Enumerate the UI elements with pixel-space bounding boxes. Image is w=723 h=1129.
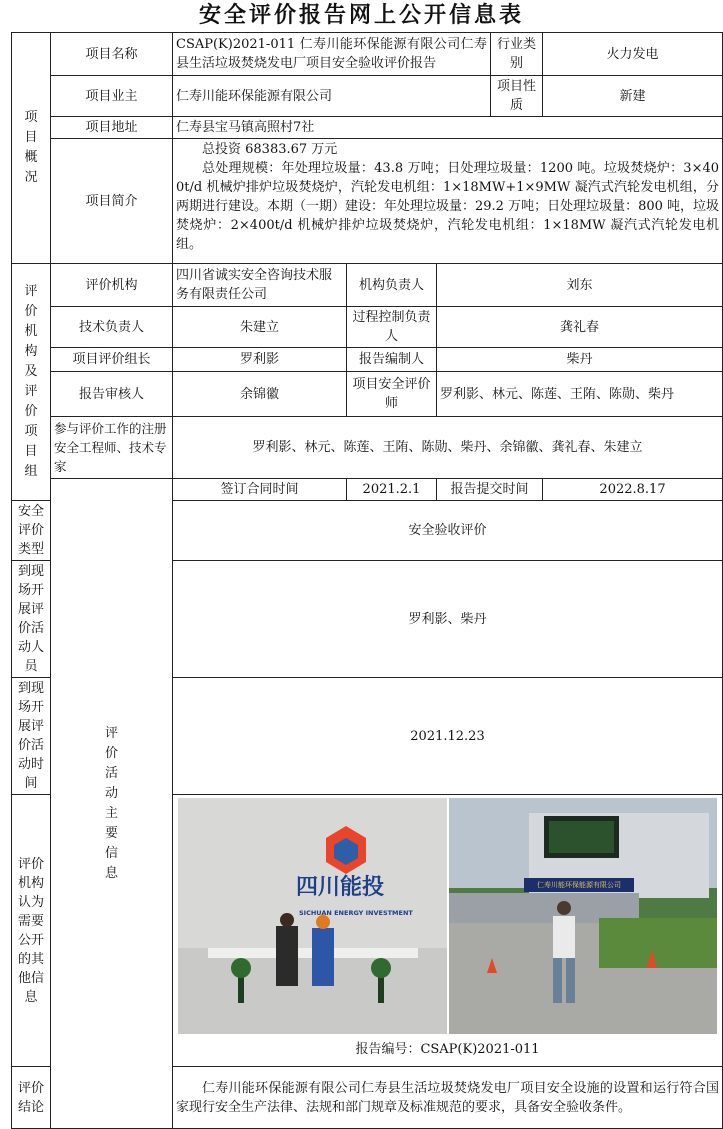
agency: 四川省诚实安全咨询技术服务有限责任公司 <box>173 264 347 307</box>
agency-head-label: 机构负责人 <box>347 264 437 307</box>
photo-gate <box>449 798 717 1034</box>
intro <box>173 139 723 264</box>
tech-head-label: 技术负责人 <box>51 307 173 348</box>
intro-label: 项目简介 <box>51 139 173 264</box>
section-activity: 评价活动主要信息 <box>51 479 173 1129</box>
gate-sign: 仁寿川能环保能源有限公司 <box>524 878 634 892</box>
conclusion: 仁寿川能环保能源有限公司仁寿县生活垃圾焚烧发电厂项目安全设施的设置和运行符合国家现行安全生产法律、法规和部门规章及标准规范的要求，具备安全验收条件。 <box>173 1067 723 1129</box>
evaluators: 罗利影、林元、陈莲、王陏、陈勋、柴丹 <box>437 372 723 417</box>
evaluators-label: 项目安全评价师 <box>347 372 437 417</box>
compiler-label: 报告编制人 <box>347 348 437 372</box>
report-number: 报告编号：CSAP(K)2021-011 <box>355 1042 540 1057</box>
intro-investment: 总投资 68383.67 万元 <box>202 142 338 157</box>
section-overview: 项目概况 <box>12 33 51 264</box>
contract-date: 2021.2.1 <box>347 479 437 501</box>
submit-label: 报告提交时间 <box>437 479 543 501</box>
info-table <box>11 32 723 1129</box>
photo-gate-drawing <box>449 798 717 1034</box>
nature: 新建 <box>543 76 723 117</box>
page-title: 安全评价报告网上公开信息表 <box>198 3 524 28</box>
type-label: 安全评价类型 <box>12 501 51 561</box>
conclusion-label: 评价结论 <box>12 1067 51 1129</box>
agency-label: 评价机构 <box>51 264 173 307</box>
owner-label: 项目业主 <box>51 76 173 117</box>
reviewer-label: 报告审核人 <box>51 372 173 417</box>
address: 仁寿县宝马镇高照村7社 <box>173 117 723 139</box>
agency-head: 刘东 <box>437 264 723 307</box>
tech-head: 朱建立 <box>173 307 347 348</box>
other-label: 评价机构认为需要公开的其他信息 <box>12 795 51 1067</box>
photos-cell <box>173 795 723 1067</box>
industry: 火力发电 <box>543 33 723 76</box>
compiler: 柴丹 <box>437 348 723 372</box>
logo-en: SICHUAN ENERGY INVESTMENT <box>299 909 413 917</box>
type: 安全验收评价 <box>173 501 723 561</box>
time: 2021.12.23 <box>173 678 723 795</box>
address-label: 项目地址 <box>51 117 173 139</box>
leader: 罗利影 <box>173 348 347 372</box>
logo-cn: 四川能投 <box>296 875 385 900</box>
submit-date: 2022.8.17 <box>543 479 723 501</box>
staff: 罗利影、柴丹 <box>173 561 723 678</box>
contract-label: 签订合同时间 <box>173 479 347 501</box>
participants-label: 参与评价工作的注册安全工程师、技术专家 <box>51 417 173 479</box>
process-label: 过程控制负责人 <box>347 307 437 348</box>
staff-label: 到现场开展评价活动人员 <box>12 561 51 678</box>
photo-lobby <box>178 798 447 1034</box>
owner: 仁寿川能环保能源有限公司 <box>173 76 491 117</box>
project-name: CSAP(K)2021-011 仁寿川能环保能源有限公司仁寿县生活垃圾焚烧发电厂项目安全验收评价报告 <box>173 33 491 76</box>
process-head: 龚礼春 <box>437 307 723 348</box>
leader-label: 项目评价组长 <box>51 348 173 372</box>
section-org: 评价机构及评价项目组 <box>12 264 51 501</box>
time-label: 到现场开展评价活动时间 <box>12 678 51 795</box>
reviewer: 余锦徽 <box>173 372 347 417</box>
industry-label: 行业类别 <box>491 33 543 76</box>
nature-label: 项目性质 <box>491 76 543 117</box>
intro-scale: 总处理规模：年处理垃圾量：43.8 万吨；日处理垃圾量：1200 吨。垃圾焚烧炉：3×400t/d 机械炉排炉垃圾焚烧炉，汽轮发电机组：1×18MW+1×9MW 凝汽式汽轮发电机组，分两期进行建设。本期（一期）建设：年处理垃圾量：29.2 万吨；日处理垃圾量：800 吨，垃圾焚烧炉：2×400t/d 机械炉排炉垃圾焚烧炉，汽轮发电机组：1×18MW 凝汽式汽轮发电机组。 <box>176 161 720 252</box>
participants: 罗利影、林元、陈莲、王陏、陈勋、柴丹、余锦徽、龚礼春、朱建立 <box>173 417 723 479</box>
project-name-label: 项目名称 <box>51 33 173 76</box>
